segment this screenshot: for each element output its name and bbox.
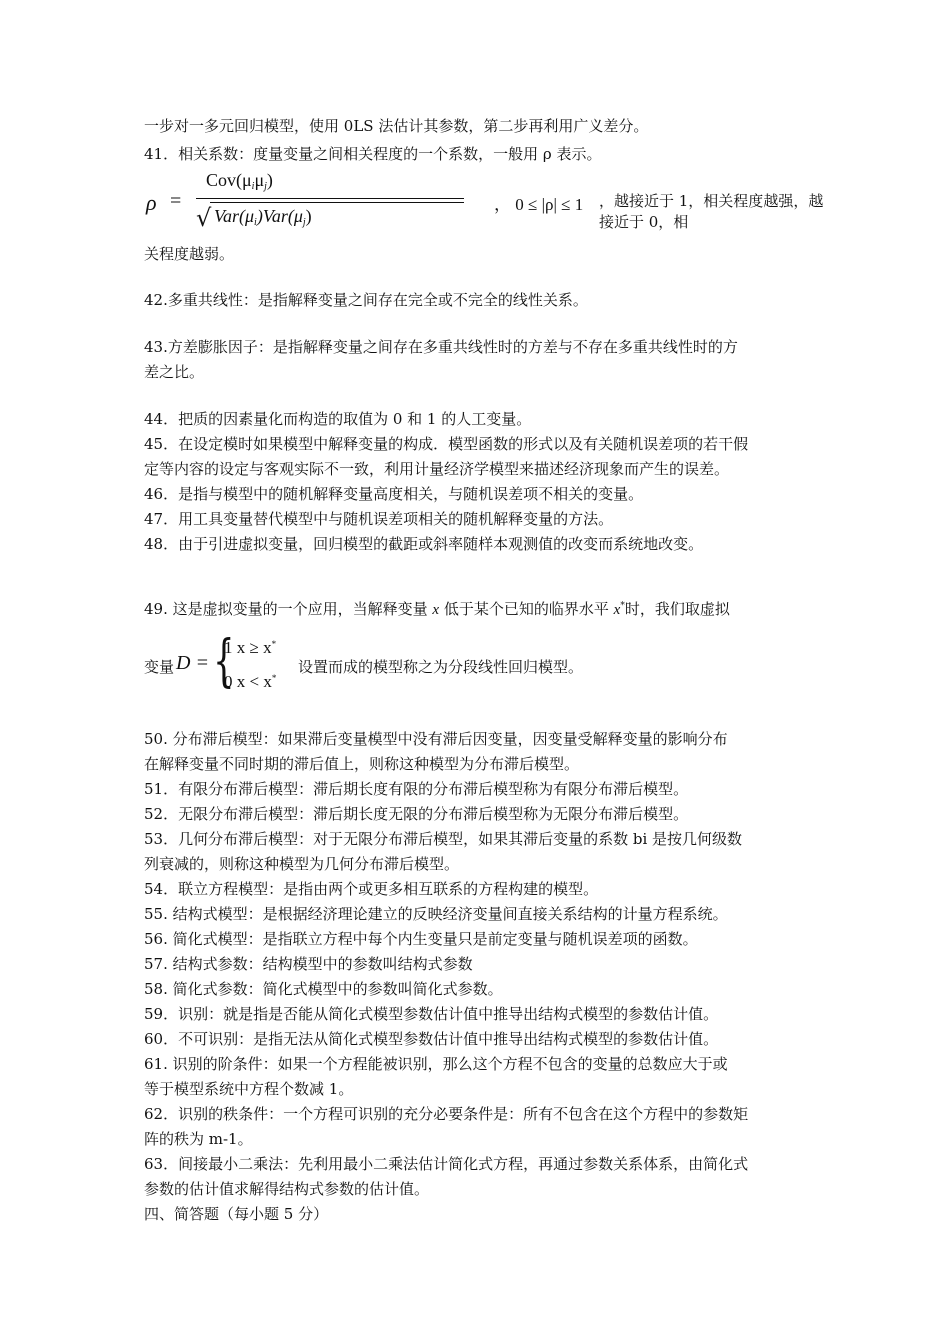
text-line: 参数的估计值求解得结构式参数的估计值。 xyxy=(144,1180,430,1198)
text-line: 等于模型系统中方程个数减 1。 xyxy=(144,1080,354,1098)
text-line: 在解释变量不同时期的滞后值上，则称这种模型为分布滞后模型。 xyxy=(144,755,580,773)
fraction-bar xyxy=(196,198,464,199)
text-line: 58. 简化式参数：简化式模型中的参数叫简化式参数。 xyxy=(144,980,503,998)
text-line: 差之比。 xyxy=(144,363,205,381)
text-line: 47．用工具变量替代模型中与随机误差项相关的随机解释变量的方法。 xyxy=(144,510,614,528)
section-heading: 四、简答题（每小题 5 分） xyxy=(144,1205,329,1223)
text-line: 61. 识别的阶条件：如果一个方程能被识别，那么这个方程不包含的变量的总数应大于或 xyxy=(144,1055,728,1073)
text-line: 62．识别的秩条件：一个方程可识别的充分必要条件是：所有不包含在这个方程中的参数矩 xyxy=(144,1105,749,1123)
text-line: 63．间接最小二乘法：先利用最小二乘法估计简化式方程，再通过参数关系体系，由简化式 xyxy=(144,1155,749,1173)
text-line: 57. 结构式参数：结构模型中的参数叫结构式参数 xyxy=(144,955,473,973)
correlation-coefficient-formula xyxy=(144,168,824,236)
text-line: 51．有限分布滞后模型：滞后期长度有限的分布滞后模型称为有限分布滞后模型。 xyxy=(144,780,689,798)
text-line-49: 49. 这是虚拟变量的一个应用，当解释变量 x 低于某个已知的临界水平 x*时，我们取虚拟 xyxy=(144,600,730,618)
text-line: 定等内容的设定与客观实际不一致，利用计量经济学模型来描述经济现象而产生的误差。 xyxy=(144,460,730,478)
formula-variable: D = xyxy=(176,652,209,674)
text-line: 56. 简化式模型：是指联立方程中每个内生变量只是前定变量与随机误差项的函数。 xyxy=(144,930,698,948)
formula-tail-text: ，越接近于 1，相关程度越强，越接近于 0，相 xyxy=(599,192,824,231)
formula-case-1: 1 x ≥ x* xyxy=(224,638,277,657)
formula-range: ， 0 ≤ |ρ| ≤ 1 xyxy=(494,195,584,214)
text-line: 52．无限分布滞后模型：滞后期长度无限的分布滞后模型称为无限分布滞后模型。 xyxy=(144,805,689,823)
left-brace: { xyxy=(213,629,235,694)
text-line: 48．由于引进虚拟变量，回归模型的截距或斜率随样本观测值的改变而系统地改变。 xyxy=(144,535,704,553)
text-line: 46．是指与模型中的随机解释变量高度相关，与随机误差项不相关的变量。 xyxy=(144,485,644,503)
text-line: 一步对一多元回归模型，使用 0LS 法估计其参数，第二步再利用广义差分。 xyxy=(144,117,649,135)
sqrt-sign: √ xyxy=(196,204,212,232)
text-line: 列衰减的，则称这种模型为几何分布滞后模型。 xyxy=(144,855,460,873)
text-line: 阵的秩为 m-1。 xyxy=(144,1130,253,1148)
formula-suffix: 设置而成的模型称之为分段线性回归模型。 xyxy=(298,658,584,676)
text-line: 55. 结构式模型：是根据经济理论建立的反映经济变量间直接关系结构的计量方程系统。 xyxy=(144,905,728,923)
text-line: 41．相关系数：度量变量之间相关程度的一个系数，一般用 ρ 表示。 xyxy=(144,145,602,163)
text-line: 59．识别：就是指是否能从简化式模型参数估计值中推导出结构式模型的参数估计值。 xyxy=(144,1005,719,1023)
dummy-variable-formula xyxy=(144,629,744,702)
text-line: 44．把质的因素量化而构造的取值为 0 和 1 的人工变量。 xyxy=(144,410,532,428)
text-line: 45．在设定模时如果模型中解释变量的构成．模型函数的形式以及有关随机误差项的若干假 xyxy=(144,435,749,453)
sqrt-bar xyxy=(210,202,464,203)
formula-prefix: 变量 xyxy=(144,658,175,676)
text-line: 42.多重共线性：是指解释变量之间存在完全或不完全的线性关系。 xyxy=(144,291,588,309)
formula-denominator: $Var(\mu_i)Var(\mu_j)$ xyxy=(214,206,312,228)
formula-symbol: ρ xyxy=(146,190,157,215)
formula-case-2: 0 x < x* xyxy=(224,672,277,691)
text-line: 54．联立方程模型：是指由两个或更多相互联系的方程构建的模型。 xyxy=(144,880,599,898)
text-line: 60．不可识别：是指无法从简化式模型参数估计值中推导出结构式模型的参数估计值。 xyxy=(144,1030,719,1048)
formula-numerator: $Cov(\mu_i\mu_j)$ xyxy=(206,170,273,192)
text-line: 43.方差膨胀因子：是指解释变量之间存在多重共线性时的方差与不存在多重共线性时的方 xyxy=(144,338,738,356)
text-line: 关程度越弱。 xyxy=(144,245,235,263)
formula-equals: = xyxy=(170,190,182,212)
text-line: 53．几何分布滞后模型：对于无限分布滞后模型，如果其滞后变量的系数 bi 是按几何级数 xyxy=(144,830,743,848)
text-line: 50. 分布滞后模型：如果滞后变量模型中没有滞后因变量，因变量受解释变量的影响分布 xyxy=(144,730,728,748)
